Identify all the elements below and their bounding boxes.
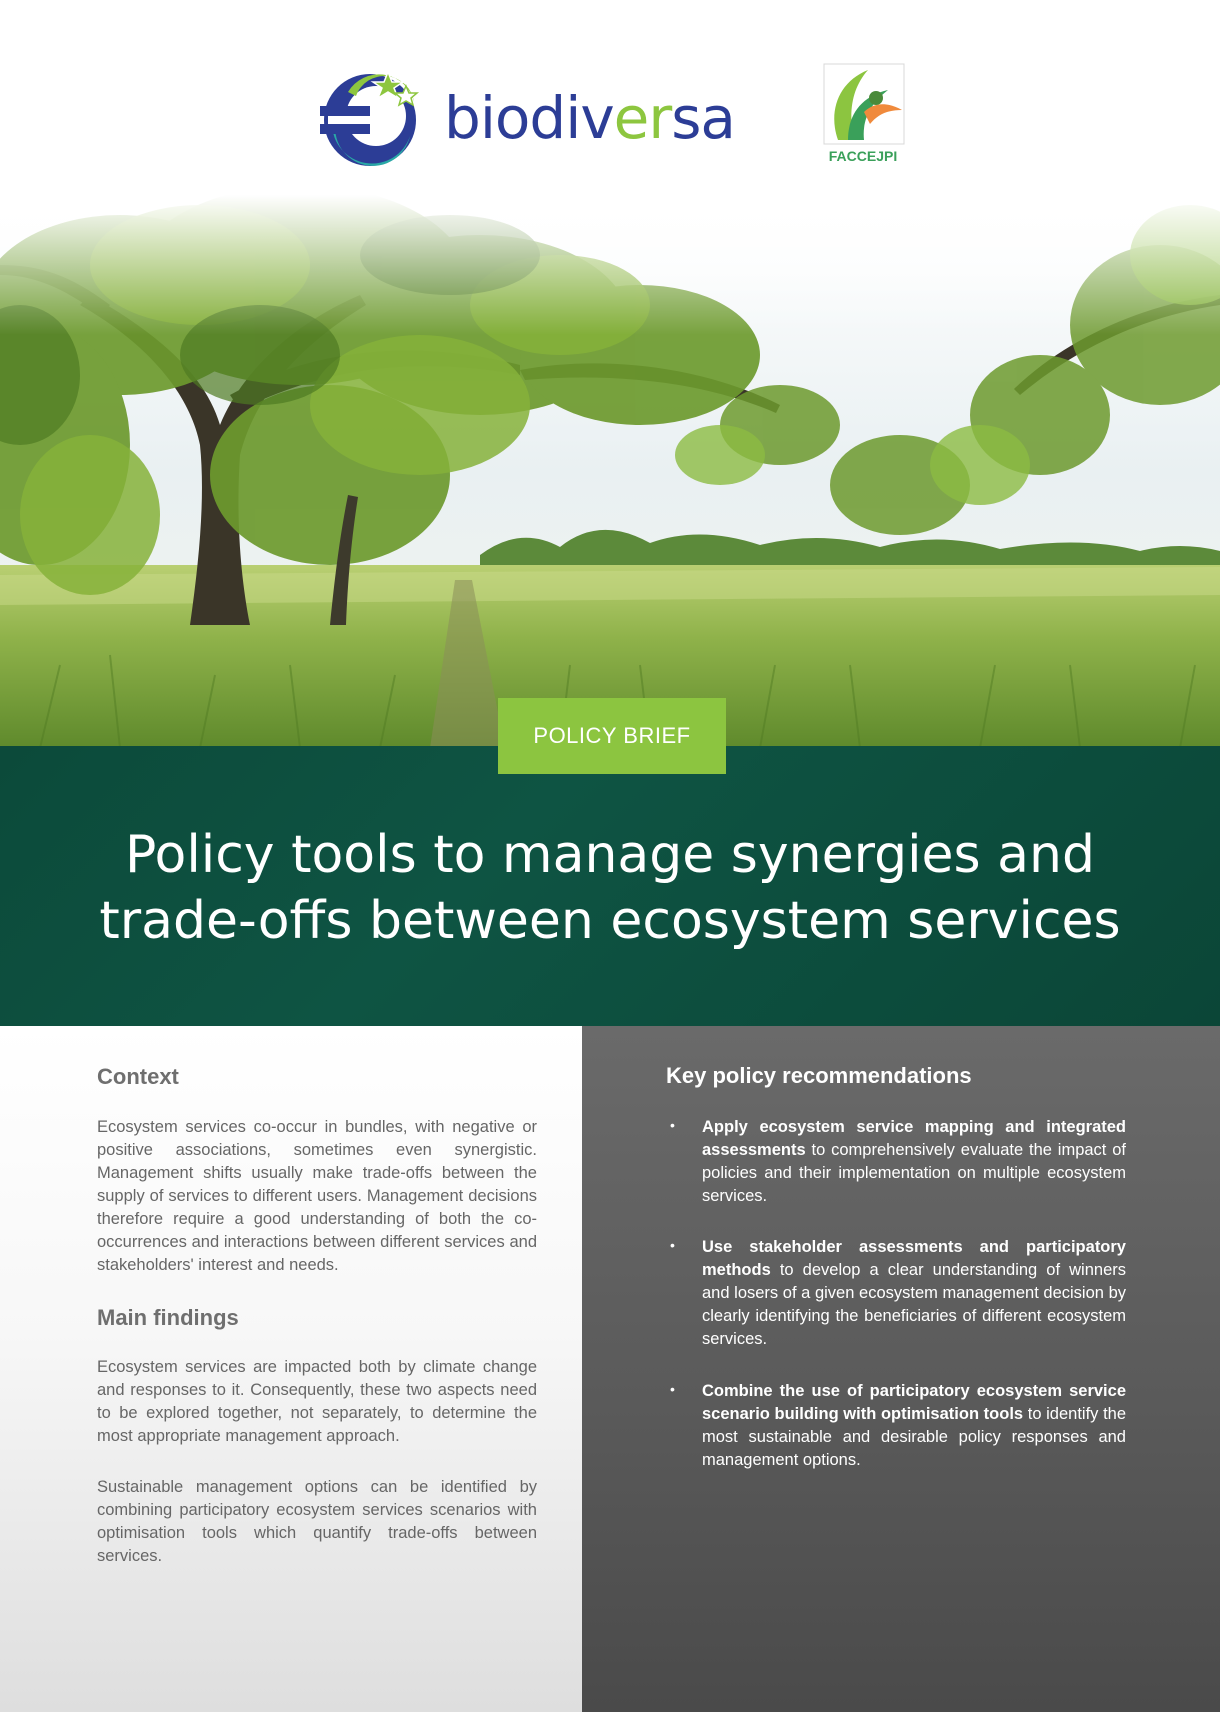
hero-top-fade xyxy=(0,195,1220,335)
biodiversa-emblem-icon xyxy=(318,62,438,182)
recommendation-rest: to comprehensively evaluate the impact of policies and their implementation on multiple ecosystem services. xyxy=(702,1141,1126,1205)
page-title xyxy=(40,822,1180,954)
recommendation-bold: Use stakeholder assessments and participatory methods xyxy=(702,1238,1126,1279)
recommendations-heading: Key policy recommendations xyxy=(666,1063,972,1088)
recommendation-bold: Combine the use of participatory ecosystem service scenario building with optimisation tools xyxy=(702,1382,1126,1423)
faccejpi-logo xyxy=(818,62,908,182)
hero-image xyxy=(0,195,1220,748)
context-text: Ecosystem services co-occur in bundles, with negative or positive associations, sometimes even synergistic. Management shifts usually make trade-offs between the supply of services to different users. Management decisions therefore require a good understanding of both the co-occurrences and interactions between different services and stakeholders' interest and needs. xyxy=(97,1118,537,1274)
bullet-icon: • xyxy=(670,1237,675,1253)
biodiversa-logo xyxy=(318,62,768,182)
title-line-2: trade-offs between ecosystem services xyxy=(99,891,1121,951)
recommendation-bold: Apply ecosystem service mapping and integrated assessments xyxy=(702,1118,1126,1159)
recommendation-item xyxy=(702,1116,1126,1208)
biodiversa-wordmark: biodiversa xyxy=(444,84,735,152)
faccejpi-label: FACCEJPI xyxy=(828,148,898,164)
header xyxy=(0,0,1220,210)
context-heading: Context xyxy=(97,1064,179,1089)
main-findings-paragraph-1: Ecosystem services are impacted both by climate change and responses to it. Consequently, these two aspects need to be explored together, not separately, to determine the most appropriate management approach. xyxy=(97,1358,537,1445)
main-findings-heading: Main findings xyxy=(97,1305,239,1330)
policy-brief-badge: POLICY BRIEF xyxy=(498,698,726,774)
recommendation-rest: to identify the most sustainable and desirable policy responses and management options. xyxy=(702,1405,1127,1469)
recommendation-item xyxy=(702,1380,1126,1472)
title-line-1: Policy tools to manage synergies and xyxy=(125,825,1095,885)
bullet-icon: • xyxy=(670,1117,675,1133)
bullet-icon: • xyxy=(670,1381,675,1397)
faccejpi-emblem-icon xyxy=(818,62,908,146)
recommendation-rest: to develop a clear understanding of winners and losers of a given ecosystem management decision by clearly identifying the beneficiaries of different ecosystem services. xyxy=(702,1261,1126,1348)
recommendation-item xyxy=(702,1236,1126,1351)
main-findings-paragraph-2: Sustainable management options can be identified by combining participatory ecosystem services scenarios with optimisation tools which quantify trade-offs between services. xyxy=(97,1478,537,1565)
